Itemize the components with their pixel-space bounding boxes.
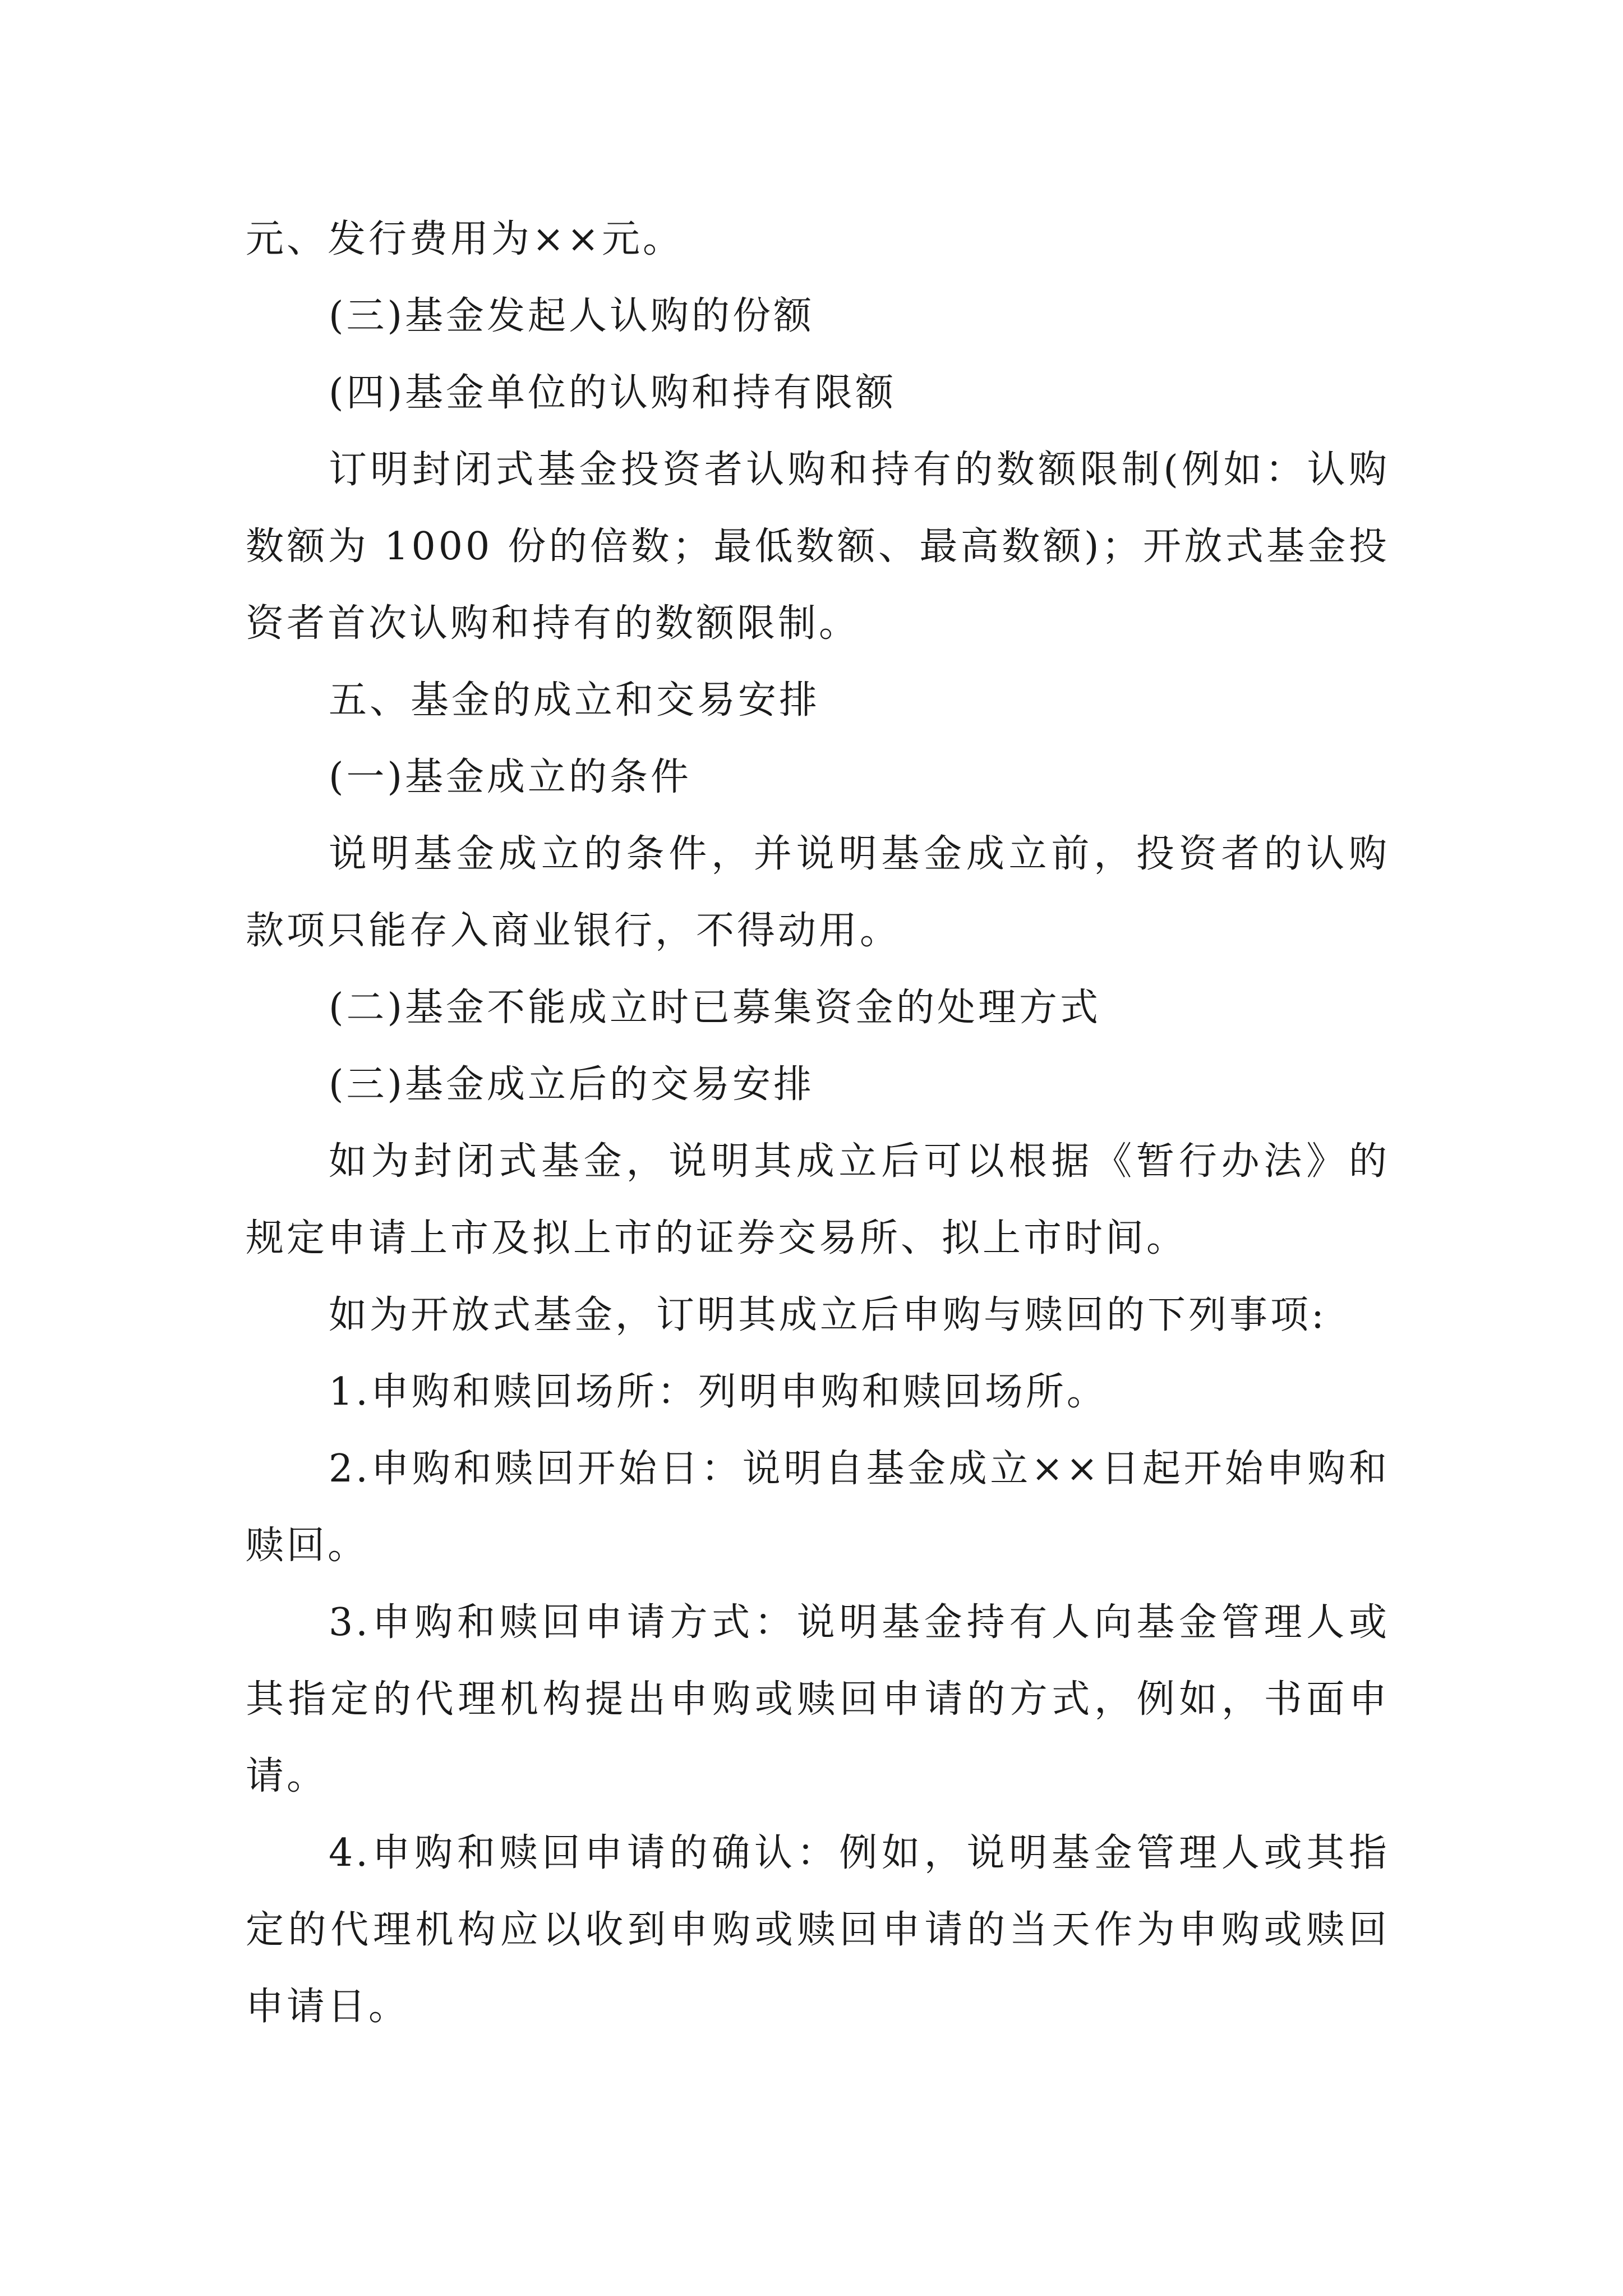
document-body xyxy=(246,201,1390,2045)
section-heading: (一)基金成立的条件 xyxy=(329,755,692,799)
list-item: 4.申购和赎回申请的确认：例如，说明基金管理人或其指定的代理机构应以收到申购或赎回申请的当天作为申购或赎回申请日。 xyxy=(246,1831,1390,2029)
list-item: 1.申购和赎回场所：列明申购和赎回场所。 xyxy=(329,1370,1108,1414)
paragraph: 元、发行费用为××元。 xyxy=(246,217,684,261)
section-heading: (三)基金发起人认购的份额 xyxy=(329,294,815,338)
paragraph: 订明封闭式基金投资者认购和持有的数额限制(例如：认购数额为 1000 份的倍数；最低数额、最高数额)；开放式基金投资者首次认购和持有的数额限制。 xyxy=(246,448,1390,646)
chapter-heading: 五、基金的成立和交易安排 xyxy=(329,678,820,723)
paragraph: 如为开放式基金，订明其成立后申购与赎回的下列事项: xyxy=(329,1293,1327,1337)
section-heading: (二)基金不能成立时已募集资金的处理方式 xyxy=(329,986,1101,1030)
section-heading: (四)基金单位的认购和持有限额 xyxy=(329,371,897,415)
list-item: 3.申购和赎回申请方式：说明基金持有人向基金管理人或其指定的代理机构提出申购或赎回申请的方式，例如，书面申请。 xyxy=(246,1600,1390,1798)
paragraph: 说明基金成立的条件，并说明基金成立前，投资者的认购款项只能存入商业银行，不得动用。 xyxy=(246,832,1390,953)
section-heading: (三)基金成立后的交易安排 xyxy=(329,1062,815,1107)
paragraph: 如为封闭式基金，说明其成立后可以根据《暂行办法》的规定申请上市及拟上市的证券交易所、拟上市时间。 xyxy=(246,1139,1390,1260)
list-item: 2.申购和赎回开始日：说明自基金成立××日起开始申购和赎回。 xyxy=(246,1447,1390,1568)
